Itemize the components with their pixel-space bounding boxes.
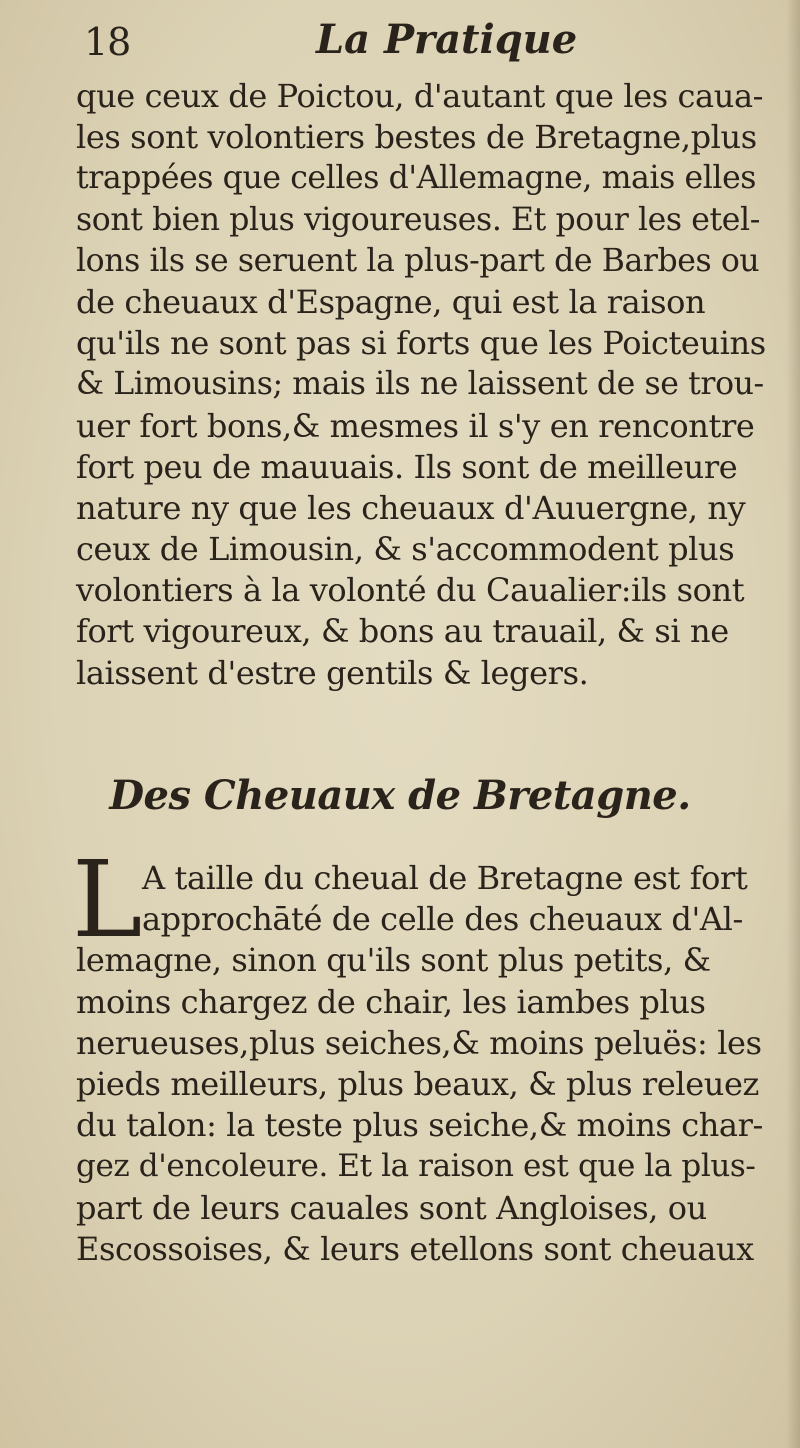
running-head — [80, 14, 720, 74]
text-line: que ceux de Poictou, d'autant que les caua- — [76, 77, 764, 115]
text-line: sont bien plus vigoureuses. Et pour les etel- — [76, 201, 760, 238]
text-line: de cheuaux d'Espagne, qui est la raison — [76, 282, 706, 321]
paragraph-2 — [76, 858, 766, 1270]
text-line: fort peu de mauuais. Ils sont de meilleure — [76, 447, 738, 486]
text-line: approchāté de celle des cheuaux d'Al- — [142, 900, 743, 939]
page-number: 18 — [84, 20, 131, 64]
text-line: fort vigoureux, & bons au trauail, & si ne — [76, 612, 729, 651]
text-line: qu'ils ne sont pas si forts que les Poicteuins — [76, 324, 766, 363]
text-line: pieds meilleurs, plus beaux, & plus releuez — [76, 1064, 759, 1103]
text-line: gez d'encoleure. Et la raison est que la plus- — [76, 1148, 756, 1185]
text-line: moins chargez de chair, les iambes plus — [76, 982, 706, 1021]
text-line: lons ils se seruent la plus-part de Barbes ou — [76, 242, 760, 279]
text-line: laissent d'estre gentils & legers. — [76, 653, 589, 692]
text-line: du talon: la teste plus seiche,& moins char- — [76, 1106, 763, 1145]
text-line: volontiers à la volonté du Caualier:ils sont — [76, 571, 745, 610]
text-line: trappées que celles d'Allemagne, mais elles — [76, 160, 757, 197]
page-edge-shadow — [786, 0, 800, 1448]
running-title: La Pratique — [316, 16, 578, 63]
text-line: lemagne, sinon qu'ils sont plus petits, & — [76, 941, 711, 980]
text-line: nerueuses,plus seiches,& moins peluës: les — [76, 1023, 762, 1062]
text-line: part de leurs cauales sont Angloises, ou — [76, 1188, 707, 1227]
text-line: nature ny que les cheuaux d'Auuergne, ny — [76, 488, 746, 527]
paragraph-1 — [76, 76, 766, 694]
text-line: les sont volontiers bestes de Bretagne,plus — [76, 118, 757, 157]
text-line: A taille du cheual de Bretagne est fort — [142, 859, 748, 897]
drop-cap: L — [72, 838, 143, 961]
text-line: & Limousins; mais ils ne laissent de se trou- — [76, 366, 764, 403]
text-line: ceux de Limousin, & s'accommodent plus — [76, 530, 735, 569]
text-line: uer fort bons,& mesmes il s'y en rencontre — [76, 406, 755, 445]
section-heading: Des Cheuaux de Bretagne. — [109, 772, 691, 819]
text-line: Escossoises, & leurs etellons sont cheuaux — [76, 1229, 754, 1268]
